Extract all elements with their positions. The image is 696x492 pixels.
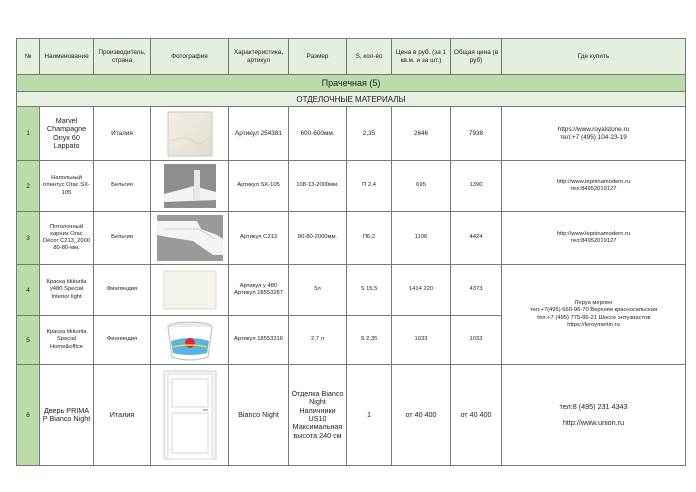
row-number: 4 (17, 265, 40, 316)
row-number: 2 (17, 161, 40, 212)
where-to-buy (502, 212, 686, 265)
product-photo (151, 365, 229, 466)
product-photo (151, 107, 229, 161)
skirting-board-image (164, 164, 216, 208)
product-name: Краска tikkurila Special Home&office (40, 316, 94, 365)
article: Артикул у 480 Артикул 18553287 (229, 265, 289, 316)
total-price: 1390 (451, 161, 502, 212)
unit-price: 695 (392, 161, 451, 212)
shop-phone: тел:84952019127 (570, 186, 617, 192)
paint-bucket-image (163, 319, 217, 361)
quantity: П6,2 (347, 212, 392, 265)
total-price: 7938 (451, 107, 502, 161)
header-cell: Где купить (502, 39, 686, 75)
shop-phone: тел:+7 (495) 104-23-19 (560, 133, 627, 141)
marble-tile-image (167, 111, 213, 157)
header-cell: Характеристика, артикул (229, 39, 289, 75)
manufacturer: Финляндия (94, 265, 151, 316)
product-photo (151, 161, 229, 212)
unit-price: 1414 220 (392, 265, 451, 316)
shop-phone: тел:84952019127 (570, 238, 617, 244)
row-number: 3 (17, 212, 40, 265)
ceiling-cornice-image (157, 215, 223, 261)
quantity: S 15,5 (347, 265, 392, 316)
article: Артикул C213 (229, 212, 289, 265)
product-name: Напольный плинтус Orac SX-105 (40, 161, 94, 212)
shop-url[interactable]: https://leroymerlin.ru (567, 321, 620, 328)
total-price: 1033 (451, 316, 502, 365)
row-number: 5 (17, 316, 40, 365)
unit-price: 2646 (392, 107, 451, 161)
size: 80-80-2000мм. (289, 212, 347, 265)
size: 2,7 л (289, 316, 347, 365)
table-row (17, 365, 686, 466)
header-cell: Размер (289, 39, 347, 75)
article: Артикул SX-105 (229, 161, 289, 212)
header-cell: Общая цена (в руб) (451, 39, 502, 75)
article: Артикул 254381 (229, 107, 289, 161)
unit-price: 1106 (392, 212, 451, 265)
header-cell: S, кол-во (347, 39, 392, 75)
product-photo (151, 316, 229, 365)
article: Артикул 18553316 (229, 316, 289, 365)
section-row (17, 75, 686, 92)
size: 600-600мм. (289, 107, 347, 161)
table-row (17, 212, 686, 265)
row-number: 1 (17, 107, 40, 161)
header-cell: Наименование (40, 39, 94, 75)
header-cell: Производитель, страна (94, 39, 151, 75)
size: 108-13-2000мм. (289, 161, 347, 212)
quantity: П 2,4 (347, 161, 392, 212)
shop-name: Леруа мерлен (574, 300, 613, 307)
materials-table (16, 38, 686, 466)
header-cell: Фотография (151, 39, 229, 75)
product-name: Потолочный карниз Orac Décor C213_2000 80-80-мм. (40, 212, 94, 265)
shop-url[interactable]: https://www.royalstone.ru (557, 125, 630, 133)
unit-price: от 40 400 (392, 365, 451, 466)
size: 5л (289, 265, 347, 316)
spec-sheet (16, 38, 685, 466)
product-name: Marvel Champagne Onyx 60 Lappato (40, 107, 94, 161)
shop-phone: тел:+7(495) 660-96-70 Верхняя красносельская (529, 307, 658, 314)
subsection-title: ОТДЕЛОЧНЫЕ МАТЕРИАЛЫ (17, 92, 686, 107)
quantity: 1 (347, 365, 392, 466)
section-title: Прачечная (5) (17, 75, 686, 92)
quantity: 2,35 (347, 107, 392, 161)
product-photo (151, 265, 229, 316)
subsection-row (17, 92, 686, 107)
table-row (17, 265, 686, 316)
total-price: 4373 (451, 265, 502, 316)
shop-phone: тел:8 (495) 231 4343 (559, 401, 628, 411)
where-to-buy (502, 161, 686, 212)
table-row (17, 161, 686, 212)
where-to-buy (502, 107, 686, 161)
shop-url[interactable]: http://www.union.ru (562, 418, 625, 427)
shop-url[interactable]: http://www.lepninamodern.ru (556, 178, 631, 185)
product-name: Краска tikkurila у480 Special Interior light (40, 265, 94, 316)
header-row (17, 39, 686, 75)
product-name: Дверь PRIMA P Bianco Night (40, 365, 94, 466)
header-cell: № (17, 39, 40, 75)
manufacturer: Бельгия (94, 161, 151, 212)
header-cell: Цена в руб. (за 1 кв.м. и за шт.) (392, 39, 451, 75)
size: Отделка Bianco Night Наличники US10 Максимальная высота 240 см (289, 365, 347, 466)
paint-swatch-image (163, 270, 217, 310)
manufacturer: Бельгия (94, 212, 151, 265)
row-number: 6 (17, 365, 40, 466)
manufacturer: Финляндия (94, 316, 151, 365)
quantity: S 2,35 (347, 316, 392, 365)
total-price: 4424 (451, 212, 502, 265)
manufacturer: Италия (94, 107, 151, 161)
article: Bianco Night (229, 365, 289, 466)
shop-url[interactable]: http://www.lepninamodern.ru (556, 230, 631, 237)
where-to-buy-shared (502, 265, 686, 365)
product-photo (151, 212, 229, 265)
total-price: от 40 400 (451, 365, 502, 466)
table-row (17, 107, 686, 161)
unit-price: 1033 (392, 316, 451, 365)
white-door-image (162, 369, 218, 461)
manufacturer: Италия (94, 365, 151, 466)
where-to-buy (502, 365, 686, 466)
shop-phone: тел:+7 (495) 775-86-21 Шоссе энтузиастов (536, 314, 651, 321)
